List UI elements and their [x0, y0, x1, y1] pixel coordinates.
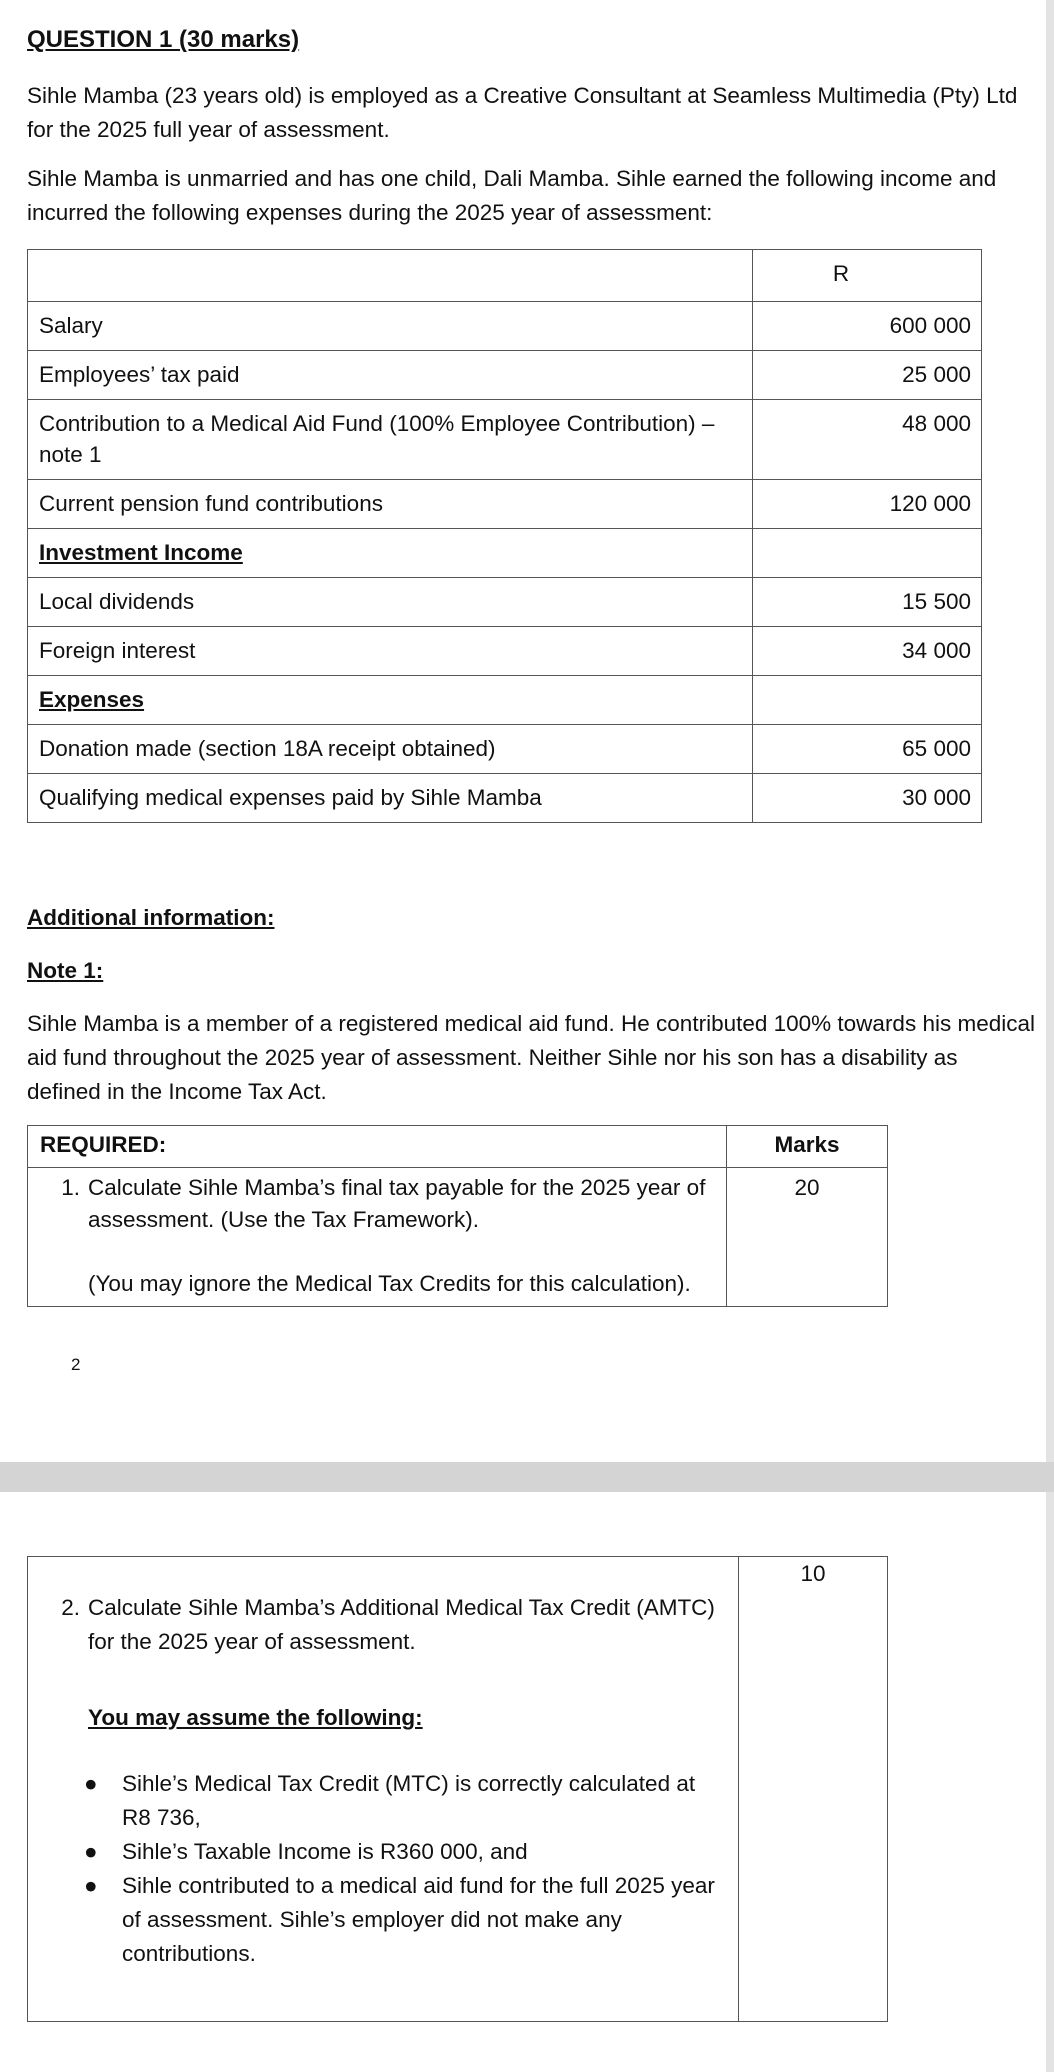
- page-number: 2: [71, 1355, 81, 1374]
- question-1-text: Calculate Sihle Mamba’s final tax payable for the 2025 year of assessment. (Use the Tax Framework).: [88, 1175, 706, 1232]
- bullet-icon: ●: [84, 1839, 98, 1864]
- row-label: Contribution to a Medical Aid Fund (100% Employee Contribution) – note 1: [28, 400, 753, 480]
- required-header-row: [28, 1126, 888, 1168]
- page-edge: [1046, 0, 1054, 1462]
- table-header-blank: [28, 250, 753, 302]
- question-2-marks: 10: [739, 1557, 888, 2022]
- row-amount: 600 000: [753, 302, 982, 351]
- section-row-investment-income: [28, 529, 982, 578]
- section-row-expenses: [28, 676, 982, 725]
- page-separator: [0, 1462, 1054, 1492]
- table-row: [28, 400, 982, 480]
- currency-header: R: [753, 250, 982, 302]
- note-1-text: Sihle Mamba is a member of a registered medical aid fund. He contributed 100% towards his medical aid fund throughout the 2025 year of assessment. Neither Sihle nor his son has a disability as defined in the Income Tax Act.: [27, 1011, 1035, 1104]
- additional-info-heading: Additional information:: [27, 905, 275, 930]
- list-item: [70, 1869, 724, 1971]
- row-label: Salary: [28, 302, 753, 351]
- row-amount: 25 000: [753, 351, 982, 400]
- table-header-row: [28, 250, 982, 302]
- table-row: [28, 725, 982, 774]
- question-2-row: [28, 1557, 888, 2022]
- question-1-cell: [28, 1168, 727, 1307]
- marks-header: Marks: [727, 1126, 888, 1168]
- table-row: [28, 480, 982, 529]
- bullet-icon: ●: [84, 1873, 98, 1898]
- intro-paragraph-1: Sihle Mamba (23 years old) is employed as a Creative Consultant at Seamless Multimedia (Pty) Ltd for the 2025 full year of assessment.: [27, 83, 1018, 142]
- question-2-number: 2.: [61, 1595, 80, 1620]
- row-amount: 48 000: [753, 400, 982, 480]
- table-row: [28, 302, 982, 351]
- intro-paragraph-2: Sihle Mamba is unmarried and has one child, Dali Mamba. Sihle earned the following income and incurred the following expenses during the 2025 year of assessment:: [27, 166, 997, 225]
- row-amount: 15 500: [753, 578, 982, 627]
- row-label: Qualifying medical expenses paid by Sihle Mamba: [28, 774, 753, 823]
- assumption-text: Sihle’s Taxable Income is R360 000, and: [122, 1839, 528, 1864]
- table-row: [28, 578, 982, 627]
- question-1-note: (You may ignore the Medical Tax Credits for this calculation).: [88, 1271, 691, 1296]
- row-label: Donation made (section 18A receipt obtained): [28, 725, 753, 774]
- row-amount: [753, 676, 982, 725]
- page-edge: [1046, 1492, 1054, 2072]
- required-table-continued: [27, 1556, 888, 2022]
- table-row: [28, 627, 982, 676]
- section-label: Investment Income: [28, 529, 753, 578]
- list-item: [70, 1767, 724, 1835]
- assumption-list: [40, 1767, 724, 1971]
- required-header: REQUIRED:: [28, 1126, 727, 1168]
- list-item: [70, 1835, 724, 1869]
- section-label: Expenses: [28, 676, 753, 725]
- row-label: Employees’ tax paid: [28, 351, 753, 400]
- income-expense-table: [27, 249, 982, 823]
- row-label: Local dividends: [28, 578, 753, 627]
- question-1-marks: 20: [727, 1168, 888, 1307]
- question-1-row: [28, 1168, 888, 1307]
- bullet-icon: ●: [84, 1771, 98, 1796]
- row-amount: 30 000: [753, 774, 982, 823]
- assumption-text: Sihle’s Medical Tax Credit (MTC) is correctly calculated at R8 736,: [122, 1771, 696, 1830]
- table-row: [28, 774, 982, 823]
- note-1-heading: Note 1:: [27, 958, 104, 983]
- question-2-text: Calculate Sihle Mamba’s Additional Medical Tax Credit (AMTC) for the 2025 year of assessment.: [88, 1595, 715, 1654]
- question-title: QUESTION 1 (30 marks): [27, 26, 300, 53]
- row-amount: 34 000: [753, 627, 982, 676]
- row-amount: 65 000: [753, 725, 982, 774]
- question-1-number: 1.: [61, 1175, 80, 1200]
- assumption-text: Sihle contributed to a medical aid fund for the full 2025 year of assessment. Sihle’s employer did not make any contributions.: [122, 1873, 715, 1966]
- row-amount: 120 000: [753, 480, 982, 529]
- table-row: [28, 351, 982, 400]
- row-label: Current pension fund contributions: [28, 480, 753, 529]
- assume-heading: You may assume the following:: [88, 1705, 423, 1730]
- required-table: [27, 1125, 888, 1307]
- row-amount: [753, 529, 982, 578]
- question-2-cell: [28, 1557, 739, 2022]
- row-label: Foreign interest: [28, 627, 753, 676]
